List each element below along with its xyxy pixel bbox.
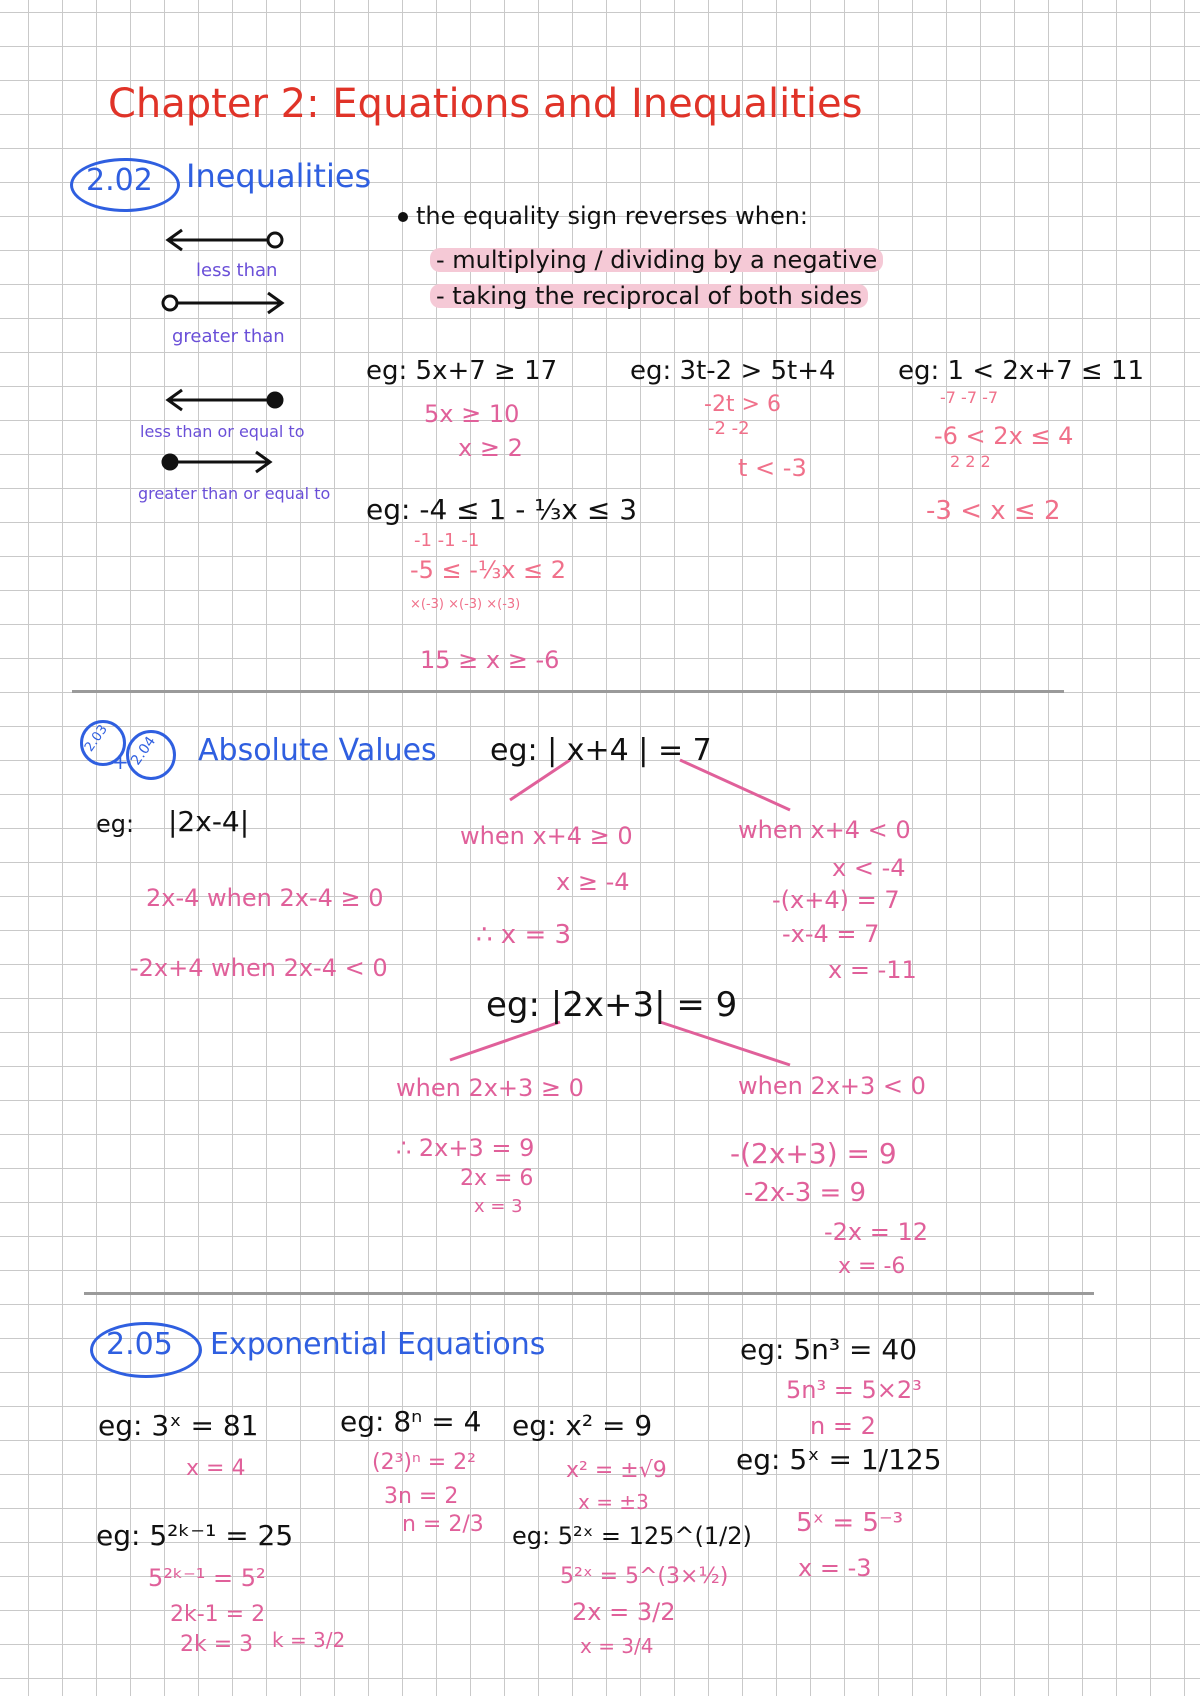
e2-step2: 3n = 2 [384, 1484, 459, 1509]
exB-case2-title: when x+4 < 0 [738, 816, 911, 844]
e1-equation: eg: 3ˣ = 81 [98, 1409, 259, 1442]
ex4-answer: 15 ≥ x ≥ -6 [420, 646, 560, 674]
legend-greater-or-equal: greater than or equal to [138, 484, 331, 503]
exC-equation: eg: |2x+3| = 9 [486, 985, 738, 1025]
e6-step2: 2k-1 = 2 [170, 1602, 266, 1627]
legend-greater-than: greater than [172, 326, 285, 347]
e5-answer: x = -3 [798, 1554, 872, 1582]
e2-step1: (2³)ⁿ = 2² [372, 1450, 476, 1475]
e3-answer: x = ±3 [578, 1490, 649, 1514]
ex3-equation: eg: 1 < 2x+7 ≤ 11 [898, 356, 1145, 386]
e7-equation: eg: 5²ˣ = 125^(1/2) [512, 1522, 752, 1550]
rule-intro-text: the equality sign reverses when: [416, 202, 809, 230]
ex3-step-1: -7 -7 -7 [940, 388, 999, 407]
ex3-step-2: -6 < 2x ≤ 4 [934, 422, 1074, 450]
e6-equation: eg: 5²ᵏ⁻¹ = 25 [96, 1519, 294, 1552]
ex4-step-1: -1 -1 -1 [414, 530, 480, 551]
exB-case1-title: when x+4 ≥ 0 [460, 822, 633, 850]
e7-step2: 2x = 3/2 [572, 1598, 676, 1626]
exB-case1-answer: ∴ x = 3 [476, 920, 572, 950]
exA-label: eg: [96, 810, 135, 838]
exB-equation: eg: | x+4 | = 7 [490, 733, 712, 768]
page-title: Chapter 2: Equations and Inequalities [108, 81, 863, 127]
ex1-step-2: x ≥ 2 [458, 434, 523, 462]
ex3-step-3: 2 2 2 [950, 452, 991, 471]
exB-case2-step2: -x-4 = 7 [782, 920, 880, 948]
exB-case2-cond: x < -4 [832, 854, 906, 882]
e4-step1: 5n³ = 5×2³ [786, 1376, 922, 1404]
exA-case-2: -2x+4 when 2x-4 < 0 [130, 954, 388, 982]
e3-equation: eg: x² = 9 [512, 1409, 653, 1442]
exA-case-1: 2x-4 when 2x-4 ≥ 0 [146, 884, 384, 912]
e7-step1: 5²ˣ = 5^(3×½) [560, 1564, 729, 1589]
section-number-plus: + [112, 750, 129, 774]
ex1-step-1: 5x ≥ 10 [424, 400, 520, 428]
exB-case2-answer: x = -11 [828, 956, 917, 984]
section-heading: Exponential Equations [210, 1327, 546, 1362]
exB-case2-step1: -(x+4) = 7 [772, 886, 900, 914]
ex4-step-2: -5 ≤ -⅓x ≤ 2 [410, 556, 567, 584]
section-heading: Absolute Values [198, 733, 437, 768]
rule-intro [398, 204, 808, 228]
e6-answer: k = 3/2 [272, 1628, 346, 1652]
ex4-equation: eg: -4 ≤ 1 - ⅓x ≤ 3 [366, 493, 638, 526]
e5-equation: eg: 5ˣ = 1/125 [736, 1443, 942, 1476]
e6-step1: 5²ᵏ⁻¹ = 5² [148, 1564, 266, 1592]
exC-case2-answer: x = -6 [838, 1254, 906, 1279]
ex3-step-4: -3 < x ≤ 2 [926, 496, 1061, 526]
section-number: 2.05 [106, 1327, 173, 1362]
e5-step1: 5ˣ = 5⁻³ [796, 1508, 904, 1538]
section-divider-2 [84, 1292, 1094, 1295]
section-number: 2.02 [86, 163, 153, 198]
exC-case1-title: when 2x+3 ≥ 0 [396, 1074, 584, 1102]
e6-step3: 2k = 3 [180, 1632, 254, 1657]
rule-item-1: - multiplying / dividing by a negative [430, 248, 883, 272]
section-number-a: 2.03 [82, 722, 111, 755]
exC-case2-title: when 2x+3 < 0 [738, 1072, 926, 1100]
exC-case1-step1: ∴ 2x+3 = 9 [396, 1134, 535, 1162]
e7-answer: x = 3/4 [580, 1634, 654, 1658]
exC-case1-answer: x = 3 [474, 1196, 523, 1217]
e1-answer: x = 4 [186, 1456, 246, 1481]
e3-step1: x² = ±√9 [566, 1458, 667, 1483]
ex2-step-3: t < -3 [738, 454, 807, 482]
e2-equation: eg: 8ⁿ = 4 [340, 1405, 482, 1438]
e2-answer: n = 2/3 [402, 1512, 484, 1537]
section-number-b: 2.04 [128, 733, 160, 769]
exC-case2-step3: -2x = 12 [824, 1218, 929, 1246]
legend-less-than: less than [196, 260, 278, 281]
exC-case2-step2: -2x-3 = 9 [744, 1178, 867, 1208]
ex2-equation: eg: 3t-2 > 5t+4 [630, 356, 836, 386]
exC-case2-step1: -(2x+3) = 9 [730, 1137, 897, 1170]
exA-expression: |2x-4| [168, 805, 250, 838]
section-heading: Inequalities [186, 157, 372, 195]
bullet-icon [398, 212, 408, 222]
e4-equation: eg: 5n³ = 40 [740, 1333, 918, 1366]
exC-case1-step2: 2x = 6 [460, 1166, 534, 1191]
e4-answer: n = 2 [810, 1412, 876, 1440]
legend-less-or-equal: less than or equal to [140, 422, 305, 441]
rule-item-2: - taking the reciprocal of both sides [430, 284, 868, 308]
section-divider-1 [72, 690, 1064, 693]
ex2-step-2: -2 -2 [708, 418, 750, 439]
ex1-equation: eg: 5x+7 ≥ 17 [366, 356, 558, 386]
ex2-step-1: -2t > 6 [704, 392, 781, 417]
exB-case1-cond: x ≥ -4 [556, 868, 630, 896]
ex4-step-3: ×(-3) ×(-3) ×(-3) [410, 597, 521, 612]
